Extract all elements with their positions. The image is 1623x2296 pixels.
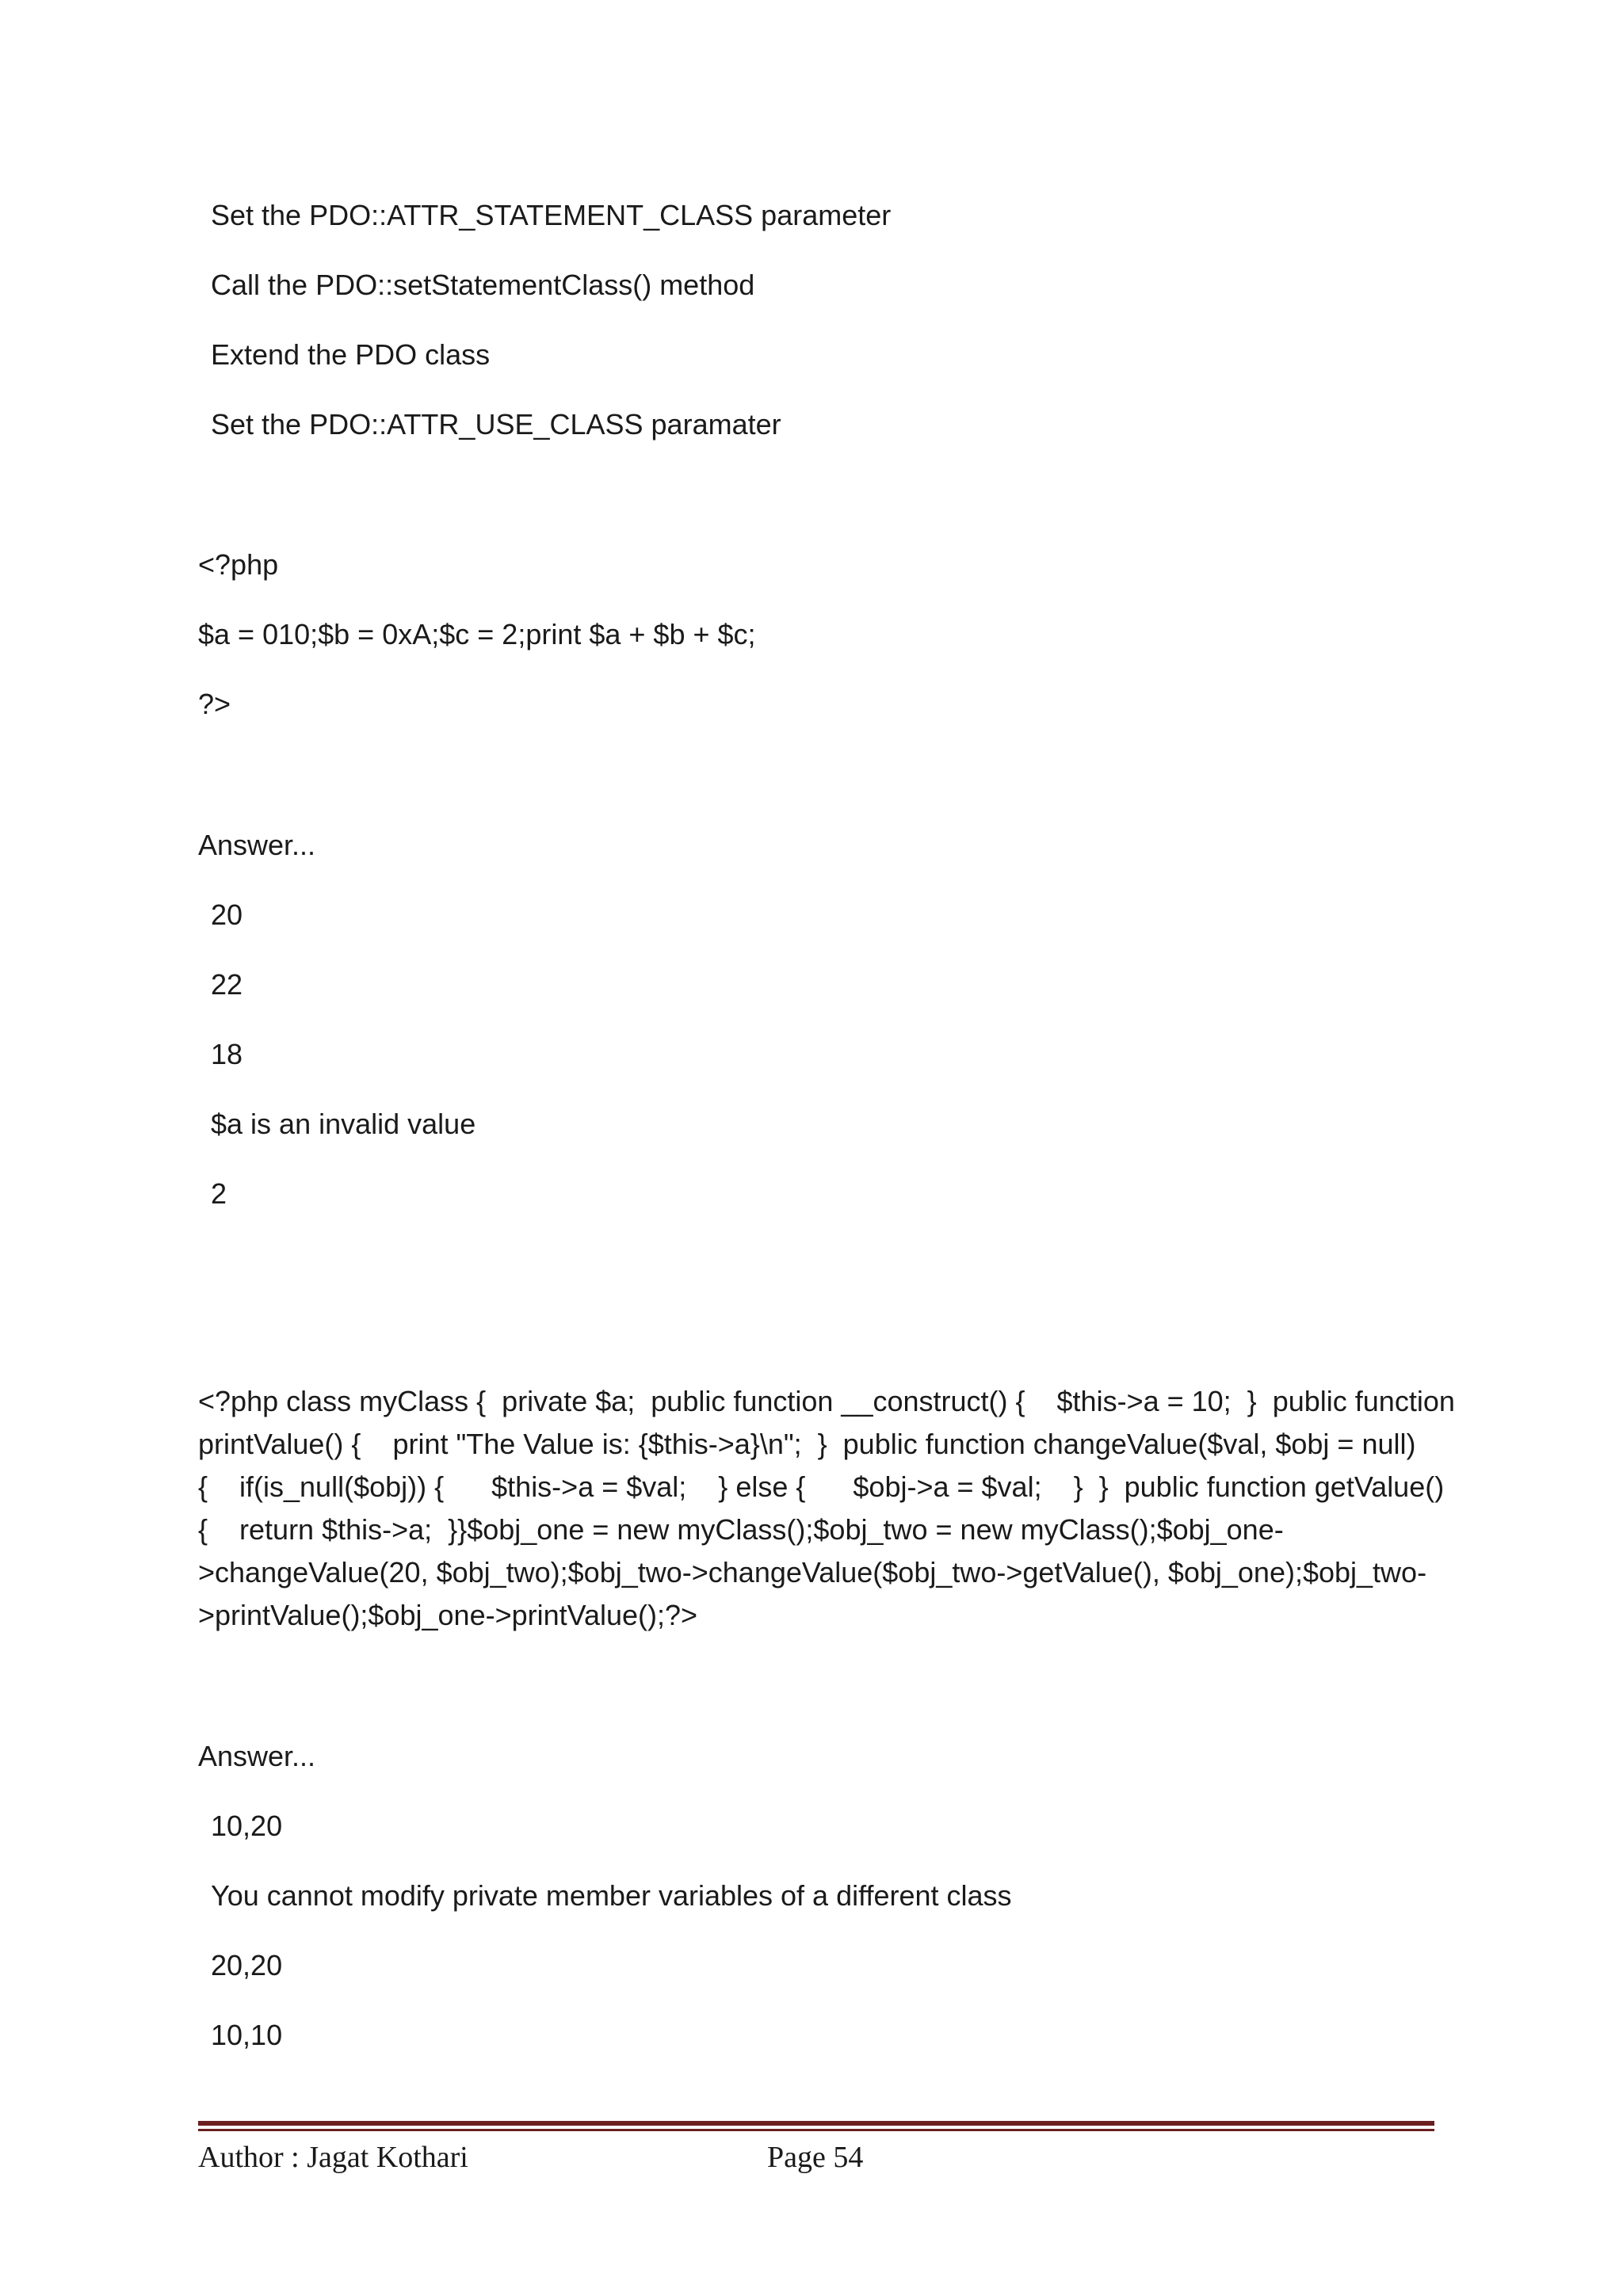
q2-answer-label: Answer... [198, 829, 316, 861]
q3-code-line-1: <?php class myClass { private $a; public function __construct() { $this->a = 10; } public function [198, 1385, 1455, 1417]
q1-option-1: Set the PDO::ATTR_STATEMENT_CLASS parameter [211, 199, 892, 231]
q3-code-line-4: { return $this->a; }}$obj_one = new myClass();$obj_two = new myClass();$obj_one- [198, 1513, 1284, 1546]
q2-code-line-2: $a = 010;$b = 0xA;$c = 2;print $a + $b + $c; [198, 618, 756, 650]
q2-code-line-1: <?php [198, 548, 279, 581]
footer-rule-thick [198, 2121, 1434, 2126]
q3-code-block [198, 1380, 1455, 1637]
q2-option-3: 18 [211, 1038, 243, 1070]
q2-option-2: 22 [211, 968, 243, 1001]
q3-code-line-6: >printValue();$obj_one->printValue();?> [198, 1599, 698, 1631]
q1-option-4: Set the PDO::ATTR_USE_CLASS paramater [211, 408, 781, 441]
q3-code-line-3: { if(is_null($obj)) { $this->a = $val; } else { $obj->a = $val; } } public function getValue() [198, 1470, 1445, 1503]
q3-option-2: You cannot modify private member variables of a different class [211, 1879, 1012, 1912]
footer-rule-thin [198, 2129, 1434, 2131]
q1-option-2: Call the PDO::setStatementClass() method [211, 269, 755, 301]
q2-option-1: 20 [211, 898, 243, 931]
q3-code-line-2: printValue() { print "The Value is: {$this->a}\n"; } public function changeValue($val, $obj = null) [198, 1428, 1416, 1460]
q2-code-line-3: ?> [198, 688, 231, 720]
footer-page-number: Page 54 [767, 2141, 864, 2174]
q3-option-1: 10,20 [211, 1810, 283, 1842]
q3-code-line-5: >changeValue(20, $obj_two);$obj_two->changeValue($obj_two->getValue(), $obj_one);$obj_two- [198, 1556, 1427, 1589]
q2-option-4: $a is an invalid value [211, 1108, 476, 1140]
q2-option-5: 2 [211, 1177, 227, 1210]
q3-answer-label: Answer... [198, 1740, 316, 1772]
q1-option-3: Extend the PDO class [211, 338, 491, 371]
footer-author: Author : Jagat Kothari [198, 2141, 468, 2174]
q3-option-4: 10,10 [211, 2019, 283, 2051]
q3-option-3: 20,20 [211, 1949, 283, 1981]
